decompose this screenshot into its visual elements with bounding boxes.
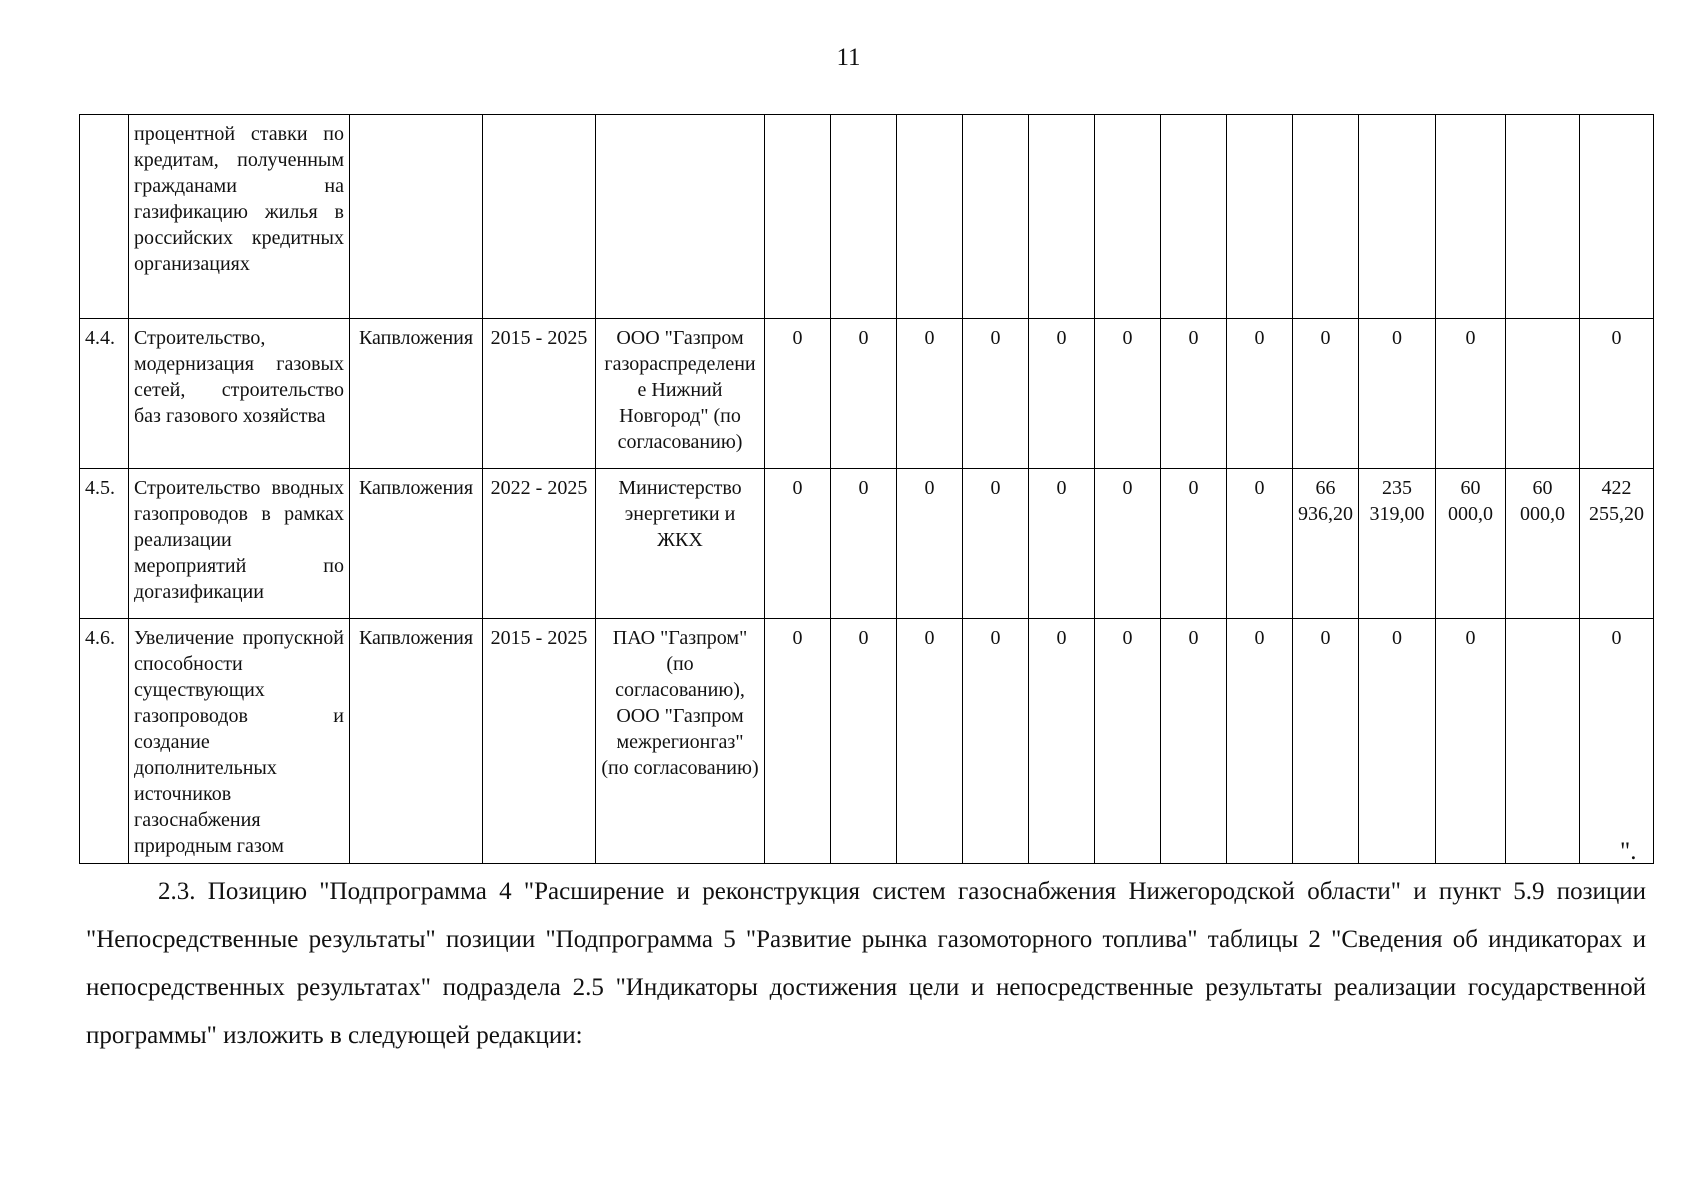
value-cell [963,115,1029,319]
value-cell: 0 [831,469,897,619]
value-cell: 0 [1359,319,1436,469]
value-cell: 60 000,0 [1436,469,1506,619]
value-cell [765,115,831,319]
value-cell: 0 [963,319,1029,469]
value-cell: 0 [1359,619,1436,864]
value-cell [1436,115,1506,319]
value-cell: 0 [831,619,897,864]
executor-cell: ООО "Газпром газораспределение Нижний Новгород" (по согласованию) [596,319,765,469]
period-cell: 2022 - 2025 [483,469,596,619]
activity-name-cell: процентной ставки по кредитам, полученным гражданами на газификацию жилья в российских кредитных организациях [129,115,350,319]
value-cell: 66 936,20 [1293,469,1359,619]
value-cell: 0 [1029,319,1095,469]
value-cell: 0 [1580,619,1654,864]
page-number: 11 [836,44,861,71]
value-cell [1029,115,1095,319]
funding-type-cell: Капвложения [350,469,483,619]
period-cell [483,115,596,319]
executor-cell: ПАО "Газпром" (по согласованию), ООО "Газпром межрегионгаз" (по согласованию) [596,619,765,864]
value-cell [1227,115,1293,319]
funding-type-cell: Капвложения [350,619,483,864]
value-cell [831,115,897,319]
value-cell: 0 [765,469,831,619]
value-cell: 0 [1161,619,1227,864]
amendment-paragraph: 2.3. Позицию "Подпрограмма 4 "Расширение и реконструкция систем газоснабжения Нижегородской области" и пункт 5.9 позиции "Непосредственные результаты" позиции "Подпрограмма 5 "Развитие рынка газомоторного топлива" таблицы 2 "Сведения об индикаторах и непосредственных результатах" подраздела 2.5 "Индикаторы достижения цели и непосредственные результаты реализации государственной программы" изложить в следующей редакции: [86,878,1646,1049]
value-cell [897,115,963,319]
value-cell [1506,115,1580,319]
activity-name-cell: Строительство вводных газопроводов в рамках реализации мероприятий по догазификации [129,469,350,619]
row-number-cell: 4.5. [80,469,129,619]
period-cell: 2015 - 2025 [483,619,596,864]
value-cell: 0 [1095,469,1161,619]
row-number-cell: 4.4. [80,319,129,469]
funding-type-cell [350,115,483,319]
value-cell: 0 [765,619,831,864]
value-cell: 0 [1029,469,1095,619]
value-cell: 0 [1161,319,1227,469]
value-cell [1293,115,1359,319]
executor-cell: Министерство энергетики и ЖКХ [596,469,765,619]
value-cell [1506,619,1580,864]
executor-cell [596,115,765,319]
value-cell: 0 [1161,469,1227,619]
value-cell: 0 [1095,619,1161,864]
value-cell: 0 [1029,619,1095,864]
value-cell [1580,115,1654,319]
value-cell: 422 255,20 [1580,469,1654,619]
table-body [80,115,1654,864]
value-cell: 0 [1227,619,1293,864]
value-cell: 0 [1293,319,1359,469]
value-cell: 0 [1227,469,1293,619]
row-number-cell: 4.6. [80,619,129,864]
value-cell [1359,115,1436,319]
value-cell: 235 319,00 [1359,469,1436,619]
value-cell: 0 [765,319,831,469]
row-number-cell [80,115,129,319]
value-cell: 0 [963,469,1029,619]
value-cell [1161,115,1227,319]
program-table [79,114,1654,864]
closing-quote: ". [1620,838,1637,865]
value-cell [1095,115,1161,319]
value-cell: 0 [897,469,963,619]
value-cell: 0 [1436,619,1506,864]
period-cell: 2015 - 2025 [483,319,596,469]
value-cell: 0 [1095,319,1161,469]
value-cell: 0 [1293,619,1359,864]
activity-name-cell: Увеличение пропускной способности существующих газопроводов и создание дополнительных источников газоснабжения природным газом [129,619,350,864]
activity-name-cell: Строительство, модернизация газовых сетей, строительство баз газового хозяйства [129,319,350,469]
value-cell: 0 [963,619,1029,864]
table-row [80,115,1654,319]
table-row [80,619,1654,864]
value-cell: 0 [897,619,963,864]
value-cell: 0 [1436,319,1506,469]
table-row [80,319,1654,469]
value-cell: 0 [1227,319,1293,469]
value-cell: 0 [1580,319,1654,469]
table-row [80,469,1654,619]
value-cell: 0 [897,319,963,469]
value-cell: 0 [831,319,897,469]
value-cell: 60 000,0 [1506,469,1580,619]
value-cell [1506,319,1580,469]
funding-type-cell: Капвложения [350,319,483,469]
